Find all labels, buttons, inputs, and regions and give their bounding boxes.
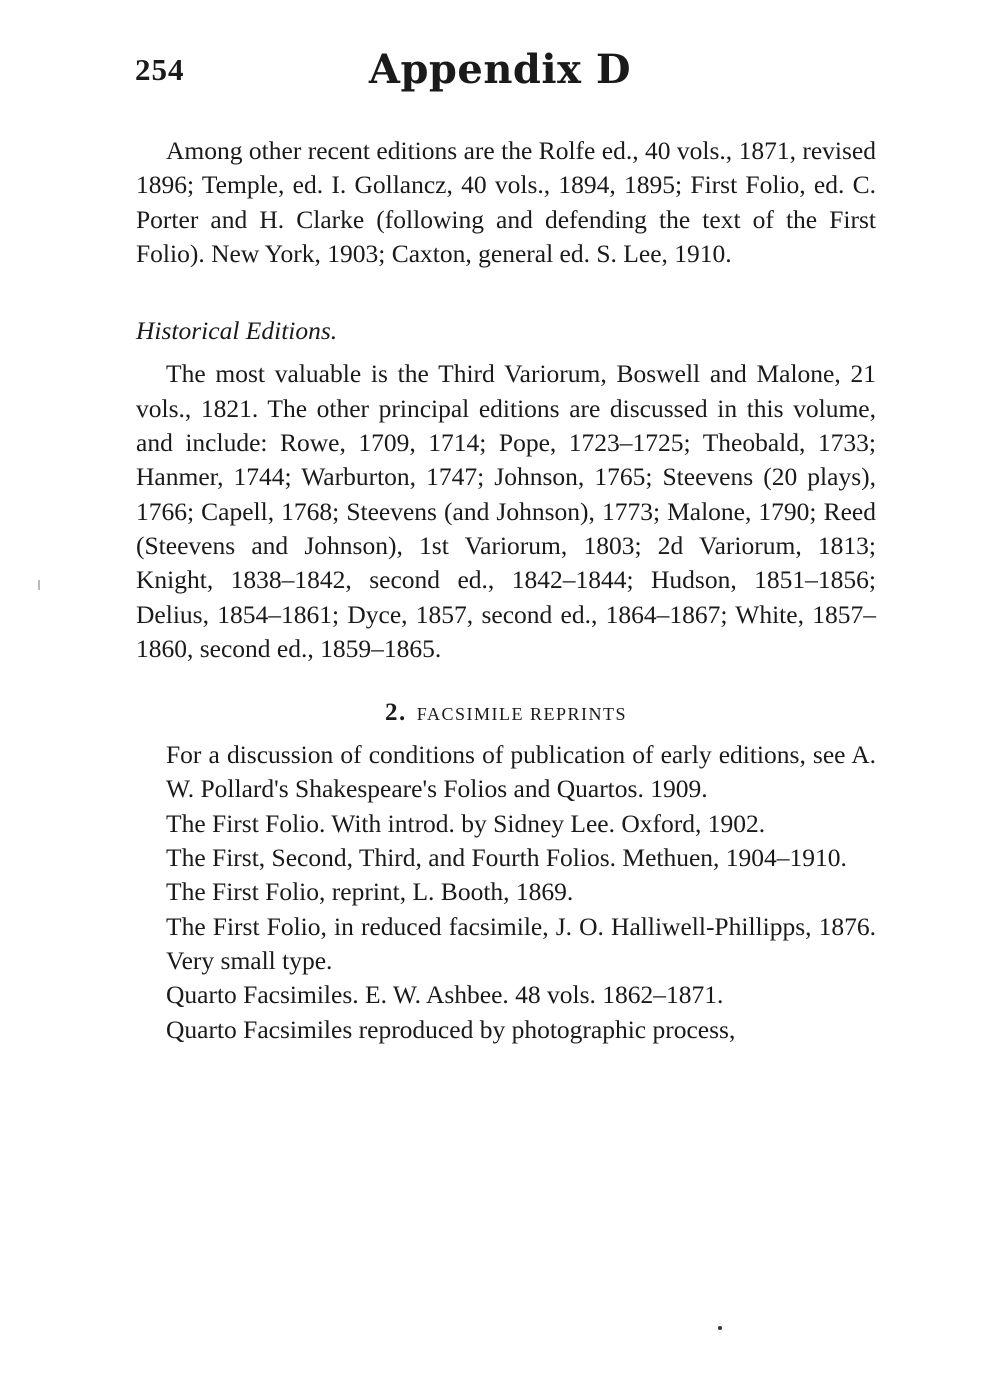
list-item: The First Folio. With introd. by Sidney Lee. Oxford, 1902. [166, 808, 766, 838]
page-number: 254 [135, 52, 185, 87]
list-item: The First Folio, reprint, L. Booth, 1869. [166, 877, 574, 907]
page-body [136, 134, 876, 1047]
list-item: The First Folio, in reduced facsimile, J. O. Halliwell-Phillipps, 1876. Very small type. [166, 911, 876, 975]
historical-editions-heading: Historical Editions. [136, 316, 338, 346]
recent-editions-paragraph: Among other recent editions are the Rolfe ed., 40 vols., 1871, revised 1896; Temple, ed. I. Gollancz, 40 vols., 1894, 1895; First Folio, ed. C. Porter and H. Clarke (following and defending the text of the First Folio). New York, 1903; Caxton, general ed. S. Lee, 1910. [136, 136, 876, 268]
historical-editions-paragraph: The most valuable is the Third Variorum, Boswell and Malone, 21 vols., 1821. The other principal editions are discussed in this volume, and include: Rowe, 1709, 1714; Pope, 1723–1725; Theobald, 1733; Hanmer, 1744; Warburton, 1747; Johnson, 1765; Steevens (20 plays), 1766; Capell, 1768; Steevens (and Johnson), 1773; Malone, 1790; Reed (Steevens and Johnson), 1st Variorum, 1803; 2d Variorum, 1813; Knight, 1838–1842, second ed., 1842–1844; Hudson, 1851–1856; Delius, 1854–1861; Dyce, 1857, second ed., 1864–1867; White, 1857–1860, second ed., 1859–1865. [136, 359, 876, 663]
list-item: For a discussion of conditions of publication of early editions, see A. W. Pollard's Shakespeare's Folios and Quartos. 1909. [166, 740, 876, 804]
list-item: Quarto Facsimiles reproduced by photographic process, [166, 1014, 736, 1044]
section-title: FACSIMILE REPRINTS [416, 704, 627, 725]
running-title: Appendix D [368, 46, 632, 93]
list-item: The First, Second, Third, and Fourth Folios. Methuen, 1904–1910. [166, 843, 847, 873]
margin-mark [38, 580, 40, 590]
section-number: 2. [385, 699, 407, 727]
section-heading [136, 701, 876, 726]
list-item: Quarto Facsimiles. E. W. Ashbee. 48 vols. 1862–1871. [166, 980, 724, 1010]
print-speck [718, 1326, 722, 1330]
